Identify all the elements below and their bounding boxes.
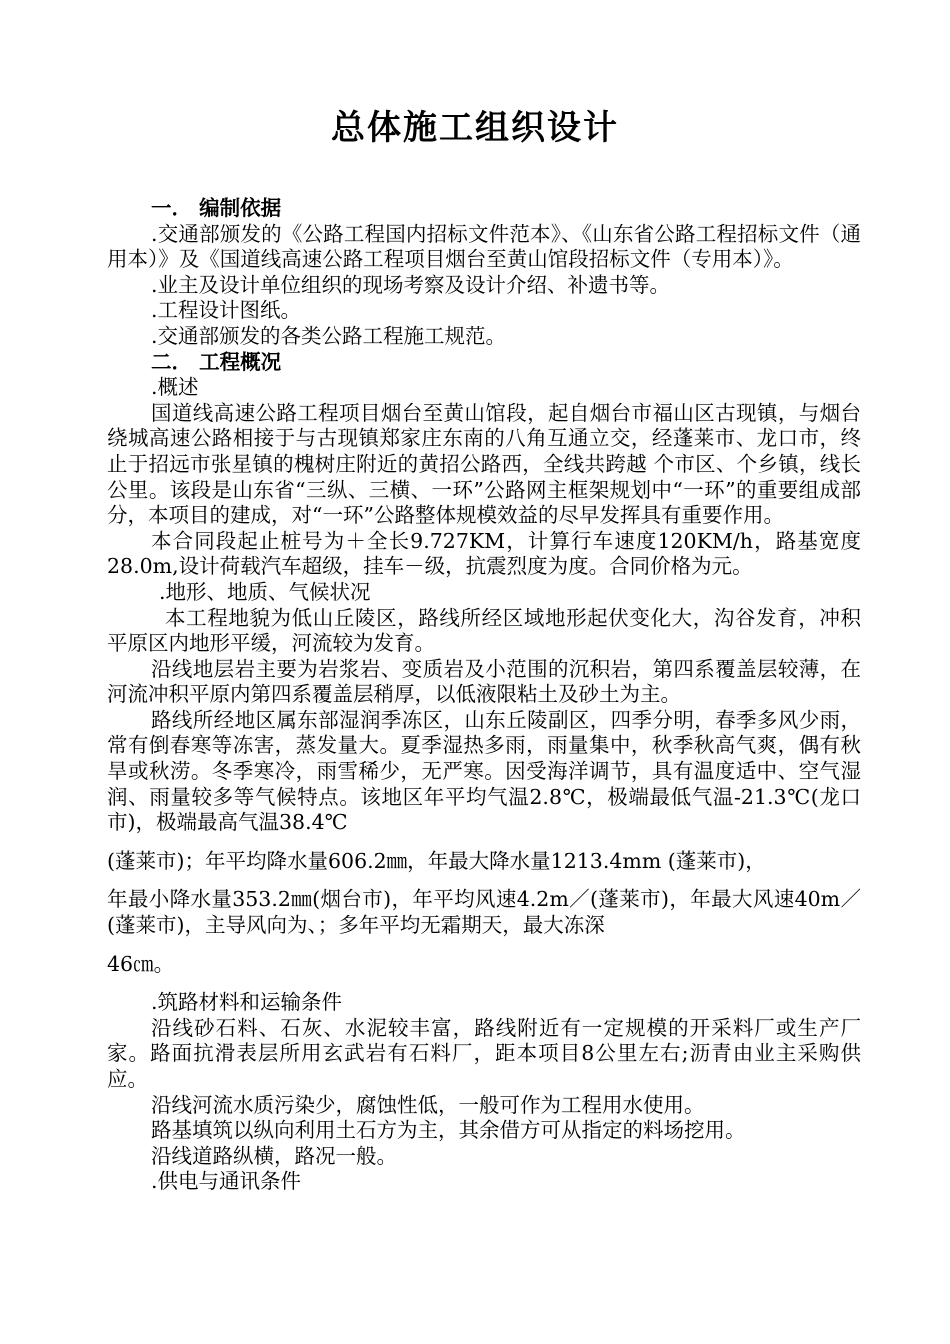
basis-item-1: .交通部颁发的《公路工程国内招标文件范本》、《山东省公路工程招标文件（通用本）》及《国道线高速公路工程项目烟台至黄山馆段招标文件（专用本）》。: [107, 221, 861, 272]
section-heading-overview: 二． 工程概况: [151, 349, 282, 374]
materials-paragraph-1: 沿线砂石料、石灰、水泥较丰富，路线附近有一定规模的开采料厂或生产厂家。路面抗滑表层所用玄武岩有石料厂，距本项目8公里左右;沥青由业主采购供应。: [107, 1015, 861, 1091]
subsection-title-terrain: .地形、地质、气候状况: [159, 579, 371, 604]
document-body: [107, 196, 861, 1195]
climate-paragraph-1: 路线所经地区属东部湿润季冻区，山东丘陵副区，四季分明，春季多风少雨，常有倒春寒等冻害，蒸发量大。夏季湿热多雨，雨量集中，秋季秋高气爽，偶有秋旱或秋涝。冬季寒冷，雨雪稀少，无严寒。因受海洋调节，具有温度适中、空气湿润、雨量较多等气候特点。该地区年平均气温2.8℃，极端最低气温-21.3℃(龙口市)，极端最高气温38.4℃: [107, 707, 861, 835]
overview-paragraph-1: 国道线高速公路工程项目烟台至黄山馆段，起自烟台市福山区古现镇，与烟台绕城高速公路相接于与古现镇郑家庄东南的八角互通立交，经蓬莱市、龙口市，终止于招远市张星镇的槐树庄附近的黄招公路西，全线共跨越 个市区、个乡镇，线长公里。该段是山东省“三纵、三横、一环”公路网主框架规划中“一环”的重要组成部分，本项目的建成，对“一环”公路整体规模效益的尽早发挥具有重要作用。: [107, 400, 861, 528]
materials-paragraph-4: 沿线道路纵横，路况一般。: [151, 1143, 397, 1168]
materials-paragraph-2: 沿线河流水质污染少，腐蚀性低，一般可作为工程用水使用。: [151, 1092, 705, 1117]
overview-paragraph-2: 本合同段起止桩号为＋全长9.727KM，计算行车速度120KM/h，路基宽度28.0m,设计荷载汽车超级，挂车－级，抗震烈度为度。合同价格为元。: [107, 528, 861, 579]
terrain-paragraph-1: 本工程地貌为低山丘陵区，路线所经区域地形起伏变化大，沟谷发育，冲积平原区内地形平缓，河流较为发育。: [107, 605, 861, 656]
climate-paragraph-2: (蓬莱市)；年平均降水量606.2㎜，年最大降水量1213.4mm (蓬莱市)，: [107, 848, 766, 873]
basis-item-2: .业主及设计单位组织的现场考察及设计介绍、补遗书等。: [151, 272, 671, 297]
basis-item-4: .交通部颁发的各类公路工程施工规范。: [151, 323, 507, 348]
section-heading-basis: 一． 编制依据: [151, 196, 282, 220]
subsection-title-materials: .筑路材料和运输条件: [151, 990, 343, 1015]
materials-paragraph-3: 路基填筑以纵向利用土石方为主，其余借方可从指定的料场挖用。: [151, 1118, 746, 1143]
terrain-paragraph-2: 沿线地层岩主要为岩浆岩、变质岩及小范围的沉积岩，第四系覆盖层较薄，在河流冲积平原内第四系覆盖层稍厚，以低液限粘土及砂土为主。: [107, 656, 861, 707]
climate-paragraph-4: 46㎝。: [107, 951, 175, 976]
subsection-title-power: .供电与通讯条件: [151, 1169, 302, 1194]
basis-item-3: .工程设计图纸。: [151, 298, 302, 323]
climate-paragraph-3: 年最小降水量353.2㎜(烟台市)，年平均风速4.2m／(蓬莱市)，年最大风速40m／(蓬莱市)，主导风向为、；多年平均无霜期天，最大冻深: [107, 887, 861, 938]
page-title: 总体施工组织设计: [331, 108, 619, 148]
subsection-title-overview: .概述: [151, 375, 199, 400]
